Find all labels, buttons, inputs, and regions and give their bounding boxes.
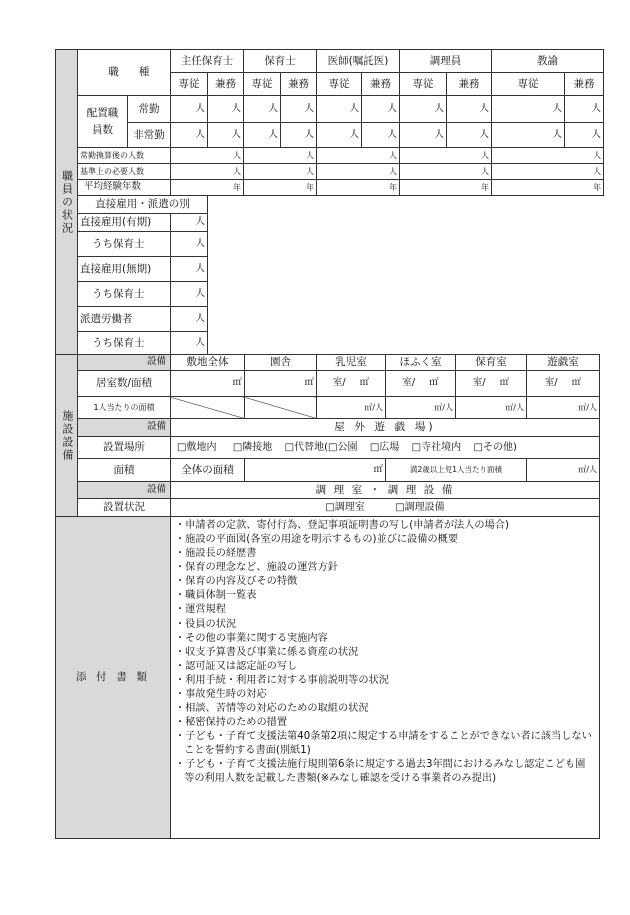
total-area-cell[interactable]: ㎡ bbox=[245, 459, 386, 482]
location-option-other[interactable]: □その他) bbox=[473, 441, 517, 453]
kitchen-status-label: 設置状況 bbox=[78, 499, 171, 517]
blank-area bbox=[208, 196, 604, 355]
sub-part-2: 兼務 bbox=[281, 73, 317, 96]
per-person-cell[interactable]: ㎡/人 bbox=[456, 397, 527, 419]
required-label: 基準上の必要人数 bbox=[78, 164, 171, 180]
kitchen-options bbox=[171, 499, 600, 517]
fulltime-cell[interactable]: 人 bbox=[492, 96, 565, 123]
diagonal-cell bbox=[171, 397, 245, 419]
employ-row-label: うち保育士 bbox=[78, 282, 171, 307]
location-option-alt[interactable]: □代替地(□公園 bbox=[284, 441, 358, 453]
experience-cell[interactable]: 年 bbox=[171, 180, 244, 196]
room-area-cell[interactable] bbox=[386, 371, 456, 397]
employ-row-label: 派遣労働者 bbox=[78, 307, 171, 332]
sub-part-4: 兼務 bbox=[447, 73, 492, 96]
area-cell[interactable]: ㎡ bbox=[245, 371, 317, 397]
fulltime-cell[interactable]: 人 bbox=[281, 96, 317, 123]
per-person-cell[interactable]: ㎡/人 bbox=[386, 397, 456, 419]
attachment-item: ・認可証又は認定証の写し bbox=[175, 660, 298, 672]
experience-cell[interactable]: 年 bbox=[244, 180, 317, 196]
per-person-cell[interactable]: ㎡/人 bbox=[317, 397, 386, 419]
required-cell[interactable]: 人 bbox=[244, 164, 317, 180]
sqm-unit: ㎡ bbox=[359, 377, 370, 389]
room-infant: 乳児室 bbox=[317, 355, 386, 371]
kitchen-option-equipment[interactable]: □調理設備 bbox=[395, 501, 445, 513]
room-crawling: ほふく室 bbox=[386, 355, 456, 371]
count-area-label: 居室数/面積 bbox=[78, 371, 171, 397]
job-type-teacher: 教諭 bbox=[492, 50, 604, 73]
per-person-cell[interactable]: ㎡/人 bbox=[527, 397, 600, 419]
required-cell[interactable]: 人 bbox=[492, 164, 604, 180]
experience-cell[interactable]: 年 bbox=[492, 180, 604, 196]
parttime-cell[interactable]: 人 bbox=[244, 123, 281, 148]
room-area-cell[interactable] bbox=[527, 371, 600, 397]
employ-row-cell[interactable]: 人 bbox=[171, 232, 208, 257]
attachment-item: ・施設の平面図(各室の用途を明示するもの)並びに設備の概要 bbox=[175, 534, 459, 546]
conversion-cell[interactable]: 人 bbox=[317, 148, 400, 164]
employ-row-label: うち保育士 bbox=[78, 232, 171, 257]
room-site: 敷地全体 bbox=[171, 355, 245, 371]
attachments-label: 添 付 書 類 bbox=[56, 517, 171, 839]
sub-part-5: 兼務 bbox=[565, 73, 604, 96]
parttime-cell[interactable]: 人 bbox=[447, 123, 492, 148]
per-person-label: 1人当たりの面積 bbox=[78, 397, 171, 419]
conversion-cell[interactable]: 人 bbox=[244, 148, 317, 164]
attachment-item: ・施設長の経歴書 bbox=[175, 548, 257, 560]
employ-row-label: 直接雇用(無期) bbox=[78, 257, 171, 282]
fulltime-cell[interactable]: 人 bbox=[208, 96, 244, 123]
facility-section-label: 施設設備 bbox=[56, 355, 78, 517]
required-cell[interactable]: 人 bbox=[317, 164, 400, 180]
assigned-staff-label: 配置職員数 bbox=[78, 96, 128, 148]
sqm-unit: ㎡ bbox=[429, 377, 439, 389]
room-building: 園舎 bbox=[245, 355, 317, 371]
job-type-cook: 調理員 bbox=[400, 50, 492, 73]
conversion-cell[interactable]: 人 bbox=[492, 148, 604, 164]
parttime-cell[interactable]: 人 bbox=[171, 123, 208, 148]
parttime-cell[interactable]: 人 bbox=[208, 123, 244, 148]
fulltime-cell[interactable]: 人 bbox=[447, 96, 492, 123]
attachment-item: ・収支予算書及び事業に係る資産の状況 bbox=[175, 646, 359, 658]
parttime-cell[interactable]: 人 bbox=[362, 123, 400, 148]
staff-section-label: 職員の状況 bbox=[56, 50, 78, 355]
required-cell[interactable]: 人 bbox=[171, 164, 244, 180]
total-area-label: 全体の面積 bbox=[171, 459, 245, 482]
sub-full-4: 専従 bbox=[400, 73, 447, 96]
sqm-unit: ㎡ bbox=[499, 377, 510, 389]
staff-table bbox=[55, 49, 604, 355]
attachment-item: ・その他の事業に関する実施内容 bbox=[175, 632, 328, 644]
sub-part-3: 兼務 bbox=[362, 73, 400, 96]
job-type-label: 職 種 bbox=[78, 50, 171, 96]
location-option-plaza[interactable]: □広場 bbox=[369, 441, 400, 453]
attachment-item: ・子ども・子育て支援法第40条第2項に規定する申請をすることができない者に該当しないことを誓約する書面(別紙1) bbox=[175, 731, 592, 757]
attachment-item: ・職員体制一覧表 bbox=[175, 590, 257, 602]
attachment-item: ・子ども・子育て支援法施行規則第6条に規定する過去3年間におけるみなし認定こども園等の利用人数を記載した書類(※みなし確認を受ける事業者のみ提出) bbox=[175, 759, 586, 785]
fulltime-cell[interactable]: 人 bbox=[565, 96, 604, 123]
location-label: 設置場所 bbox=[78, 437, 171, 459]
attachments-table bbox=[55, 516, 600, 839]
room-unit: 室/ bbox=[402, 377, 416, 389]
room-unit: 室/ bbox=[332, 377, 346, 389]
fulltime-cell[interactable]: 人 bbox=[317, 96, 362, 123]
employ-row-label: うち保育士 bbox=[78, 332, 171, 355]
kitchen-title: 調 理 室 ・ 調 理 設 備 bbox=[171, 482, 600, 499]
parttime-label: 非常勤 bbox=[128, 123, 171, 148]
employ-header: 直接雇用・派遣の別 bbox=[78, 196, 208, 214]
application-form bbox=[55, 49, 602, 839]
parttime-cell[interactable]: 人 bbox=[281, 123, 317, 148]
per-child-cell[interactable]: ㎡/人 bbox=[527, 459, 600, 482]
location-option-site[interactable]: □敷地内 bbox=[177, 441, 217, 453]
room-area-cell[interactable] bbox=[317, 371, 386, 397]
equip-label: 設備 bbox=[78, 419, 171, 437]
fulltime-cell[interactable]: 人 bbox=[362, 96, 400, 123]
parttime-cell[interactable]: 人 bbox=[317, 123, 362, 148]
job-type-chief-nursery: 主任保育士 bbox=[171, 50, 244, 73]
attachments-list bbox=[175, 519, 595, 786]
sub-full-3: 専従 bbox=[317, 73, 362, 96]
employ-row-cell[interactable]: 人 bbox=[171, 214, 208, 232]
attachment-item: ・事故発生時の対応 bbox=[175, 688, 267, 700]
equip-label: 設備 bbox=[78, 482, 171, 499]
outdoor-title: 屋 外 遊 戯 場) bbox=[171, 419, 600, 437]
fulltime-label: 常勤 bbox=[128, 96, 171, 123]
attachments-list-cell bbox=[171, 517, 600, 839]
attachment-item: ・役員の状況 bbox=[175, 618, 237, 630]
sqm-unit: ㎡ bbox=[571, 377, 582, 389]
attachment-item: ・相談、苦情等の対応のための取組の状況 bbox=[175, 703, 369, 715]
location-option-temple[interactable]: □寺社境内 bbox=[411, 441, 462, 453]
experience-cell[interactable]: 年 bbox=[400, 180, 492, 196]
room-unit: 室/ bbox=[472, 377, 486, 389]
attachment-item: ・利用手続・利用者に対する事前説明等の状況 bbox=[175, 674, 389, 686]
parttime-cell[interactable]: 人 bbox=[400, 123, 447, 148]
attachment-item: ・申請者の定款、寄付行為、登記事項証明書の写し(申請者が法人の場合) bbox=[175, 520, 509, 531]
parttime-cell[interactable]: 人 bbox=[492, 123, 565, 148]
employ-row-label: 直接雇用(有期) bbox=[78, 214, 171, 232]
sub-part-1: 兼務 bbox=[208, 73, 244, 96]
sub-full-5: 専従 bbox=[492, 73, 565, 96]
attachment-item: ・運営規程 bbox=[175, 604, 226, 616]
fulltime-cell[interactable]: 人 bbox=[244, 96, 281, 123]
employ-row-cell[interactable]: 人 bbox=[171, 282, 208, 307]
attachment-item: ・保育の内容及びその特徴 bbox=[175, 576, 298, 588]
attachment-item: ・保育の理念など、施設の運営方針 bbox=[175, 562, 338, 574]
parttime-cell[interactable]: 人 bbox=[565, 123, 604, 148]
room-nursery: 保育室 bbox=[456, 355, 527, 371]
area-label: 面積 bbox=[78, 459, 171, 482]
room-area-cell[interactable] bbox=[456, 371, 527, 397]
sub-full-1: 専従 bbox=[171, 73, 208, 96]
area-cell[interactable]: ㎡ bbox=[171, 371, 245, 397]
job-type-nursery: 保育士 bbox=[244, 50, 317, 73]
conversion-cell[interactable]: 人 bbox=[400, 148, 492, 164]
equip-label: 設備 bbox=[78, 355, 171, 371]
kitchen-option-room[interactable]: □調理室 bbox=[325, 501, 365, 513]
room-unit: 室/ bbox=[544, 377, 558, 389]
location-option-adjacent[interactable]: □隣接地 bbox=[232, 441, 273, 453]
room-play: 遊戯室 bbox=[527, 355, 600, 371]
facility-table bbox=[55, 354, 600, 517]
employ-row-cell[interactable]: 人 bbox=[171, 257, 208, 282]
fulltime-cell[interactable]: 人 bbox=[171, 96, 208, 123]
attachment-item: ・秘密保持のための措置 bbox=[175, 717, 288, 729]
sub-full-2: 専従 bbox=[244, 73, 281, 96]
diagonal-cell bbox=[245, 397, 317, 419]
experience-cell[interactable]: 年 bbox=[317, 180, 400, 196]
per-child-label: 満2歳以上児1人当たり面積 bbox=[386, 459, 527, 482]
employ-row-cell[interactable]: 人 bbox=[171, 307, 208, 332]
conversion-label: 常勤換算後の人数 bbox=[78, 148, 171, 164]
experience-label: 平均経験年数 bbox=[78, 180, 171, 196]
job-type-doctor: 医師(嘱託医) bbox=[317, 50, 400, 73]
fulltime-cell[interactable]: 人 bbox=[400, 96, 447, 123]
required-cell[interactable]: 人 bbox=[400, 164, 492, 180]
employ-row-cell[interactable]: 人 bbox=[171, 332, 208, 355]
conversion-cell[interactable]: 人 bbox=[171, 148, 244, 164]
location-options bbox=[171, 437, 600, 459]
